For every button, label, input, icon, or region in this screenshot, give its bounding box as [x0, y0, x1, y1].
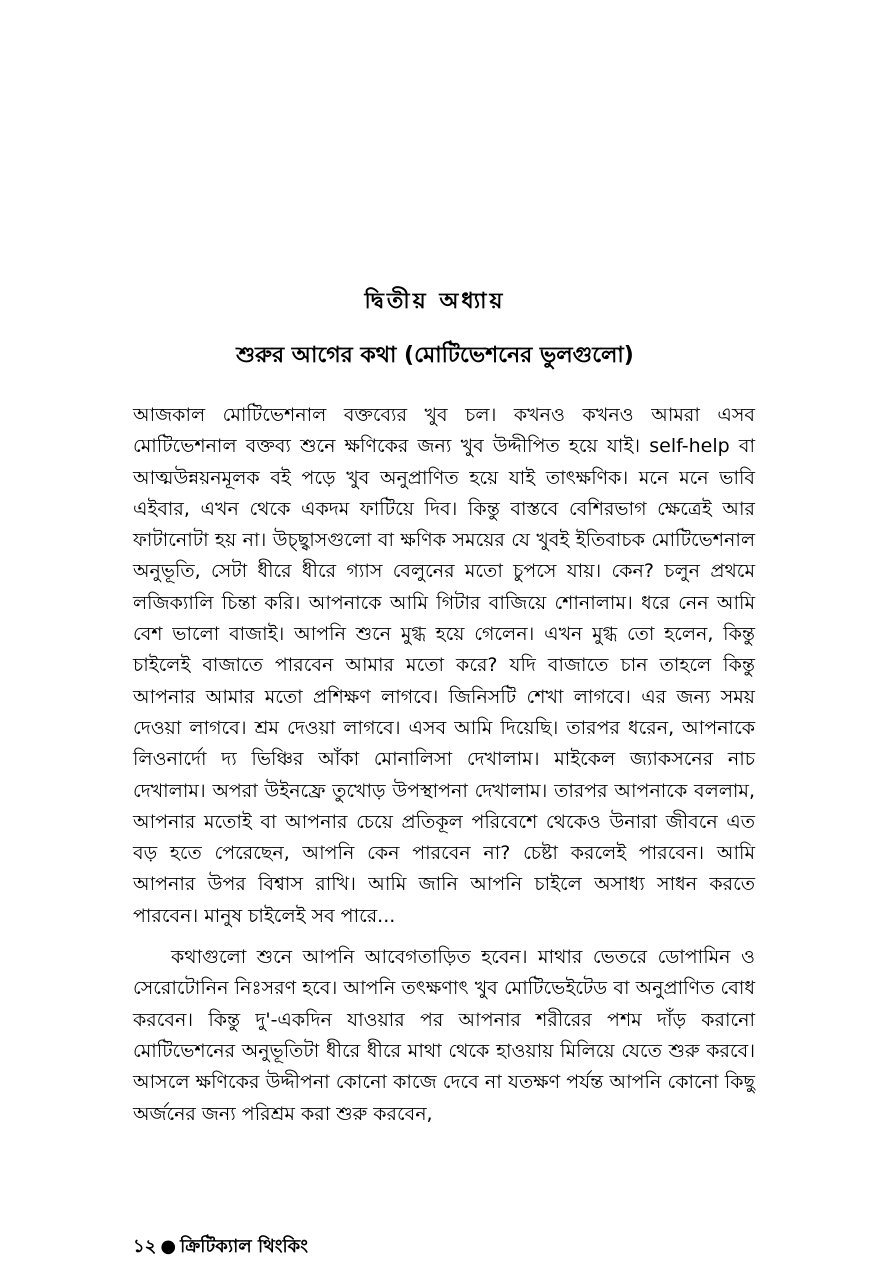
chapter-label: দ্বিতীয় অধ্যায়: [364, 289, 506, 314]
paragraph: কথাগুলো শুনে আপনি আবেগতাড়িত হবেন। মাথার ভেতরে ডোপামিন ও সেরোটোনিন নিঃসরণ হবে। আপনি তৎক্ষণাৎ খুব মোটিভেইটেড বা অনুপ্রাণিত বোধ করবেন। কিন্তু দু'-একদিন যাওয়ার পর আপনার শরীরের পশম দাঁড় করানো মোটিভেশনের অনুভূতিটা ধীরে ধীরে মাথা থেকে হাওয়ায় মিলিয়ে যেতে শুরু করবে। আসলে ক্ষণিকের উদ্দীপনা কোনো কাজে দেবে না যতক্ষণ পর্যন্ত আপনি কোনো কিছু অর্জনের জন্য পরিশ্রম করা শুরু করবেন,: [133, 946, 755, 1125]
body-text: [133, 400, 755, 1130]
book-title: ক্রিটিক্যাল থিংকিং: [180, 1236, 309, 1257]
page-number: ১২: [133, 1236, 157, 1257]
page-footer: [133, 1232, 308, 1263]
chapter-title: শুরুর আগের কথা (মোটিভেশনের ভুলগুলো): [236, 343, 634, 368]
bullet-separator: ●: [160, 1236, 177, 1257]
paragraph: আজকাল মোটিভেশনাল বক্তব্যের খুব চল। কখনও কখনও আমরা এসব মোটিভেশনাল বক্তব্য শুনে ক্ষণিকের জন্য খুব উদ্দীপিত হয়ে যাই। self-help বা আত্মউন্নয়নমূলক বই পড়ে খুব অনুপ্রাণিত হয়ে যাই তাৎক্ষণিক। মনে মনে ভাবি এইবার, এখন থেকে একদম ফাটিয়ে দিব। কিন্তু বাস্তবে বেশিরভাগ ক্ষেত্রেই আর ফাটানোটা হয় না। উচ্ছ্বাসগুলো বা ক্ষণিক সময়ের যে খুবই ইতিবাচক মোটিভেশনাল অনুভূতি, সেটা ধীরে ধীরে গ্যাস বেলুনের মতো চুপসে যায়। কেন? চলুন প্রথমে লজিক্যালি চিন্তা করি। আপনাকে আমি গিটার বাজিয়ে শোনালাম। ধরে নেন আমি বেশ ভালো বাজাই। আপনি শুনে মুগ্ধ হয়ে গেলেন। এখন মুগ্ধ তো হলেন, কিন্তু চাইলেই বাজাতে পারবেন আমার মতো করে? যদি বাজাতে চান তাহলে কিন্তু আপনার আমার মতো প্রশিক্ষণ লাগবে। জিনিসটি শেখা লাগবে। এর জন্য সময় দেওয়া লাগবে। শ্রম দেওয়া লাগবে। এসব আমি দিয়েছি। তারপর ধরেন, আপনাকে লিওনার্দো দ্য ভিঞ্চির আঁকা মোনালিসা দেখালাম। মাইকেল জ্যাকসনের নাচ দেখালাম। অপরা উইনফ্রে তুখোড় উপস্থাপনা দেখালাম। তারপর আপনাকে বললাম, আপনার মতোই বা আপনার চেয়ে প্রতিকূল পরিবেশে থেকেও উনারা জীবনে এত বড় হতে পেরেছেন, আপনি কেন পারবেন না? চেষ্টা করলেই পারবেন। আমি আপনার উপর বিশ্বাস রাখি। আমি জানি আপনি চাইলে অসাধ্য সাধন করতে পারবেন। মানুষ চাইলেই সব পারে...: [133, 404, 755, 927]
